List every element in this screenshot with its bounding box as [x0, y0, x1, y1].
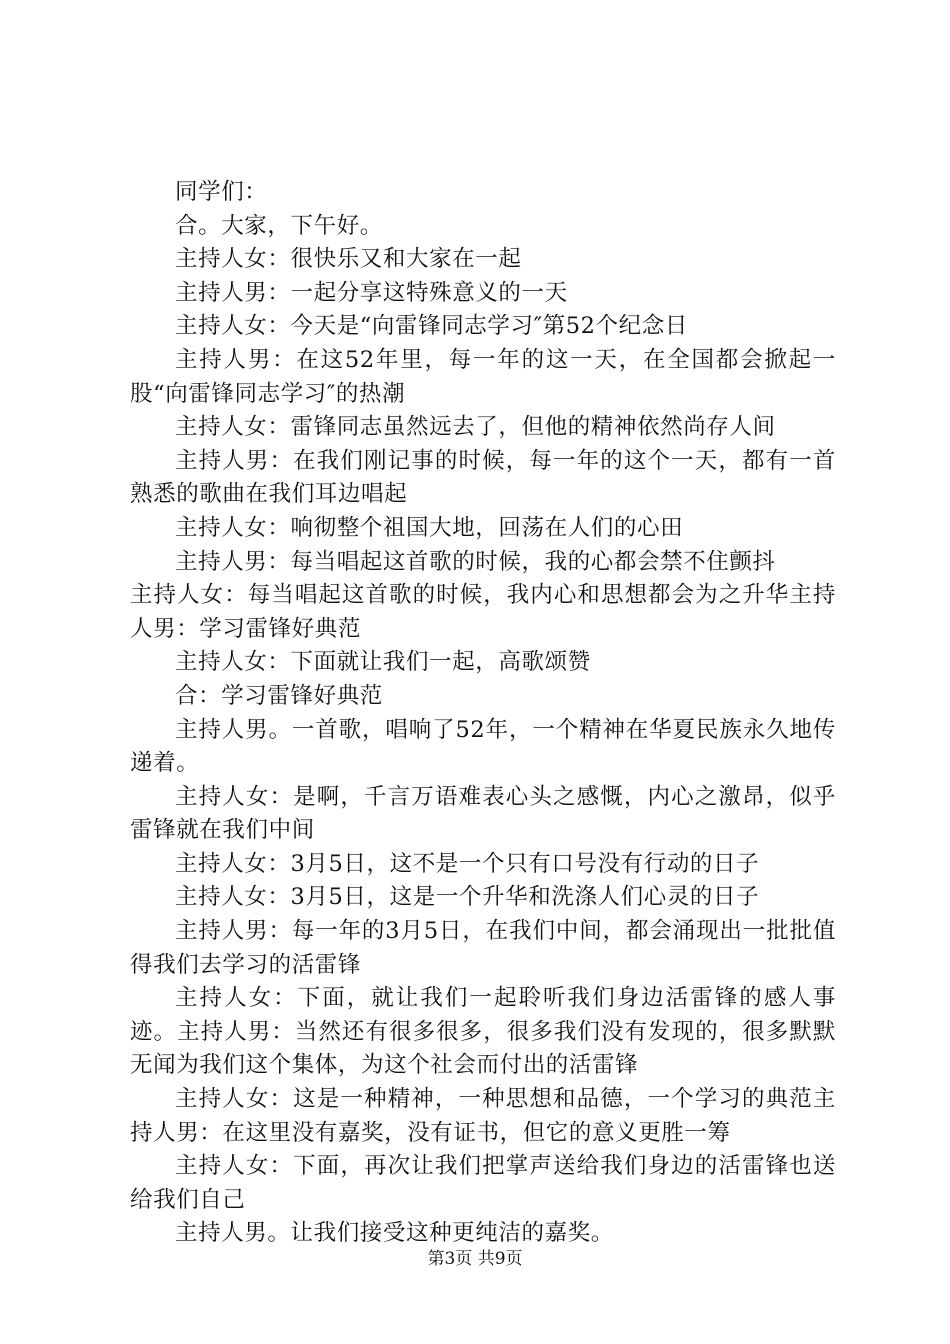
page-footer — [0, 1244, 950, 1269]
paragraph: 主持人女：这是一种精神，一种思想和品德，一个学习的典范主持人男：在这里没有嘉奖，没有证书，但它的意义更胜一筹 — [130, 1086, 836, 1146]
paragraph: 主持人男：每当唱起这首歌的时候，我的心都会禁不住颤抖 — [175, 548, 776, 575]
page-number: 第3页 共9页 — [427, 1249, 523, 1269]
paragraph: 主持人男：在我们刚记事的时候，每一年的这个一天，都有一首熟悉的歌曲在我们耳边唱起 — [130, 447, 836, 508]
paragraph: 主持人男：每一年的3月5日，在我们中间，都会涌现出一批批值得我们去学习的活雷锋 — [130, 918, 836, 978]
paragraph: 主持人女：下面，就让我们一起聆听我们身边活雷锋的感人事迹。主持人男：当然还有很多很多，很多我们没有发现的，很多默默无闻为我们这个集体，为这个社会而付出的活雷锋 — [130, 985, 836, 1079]
paragraph: 主持人女：响彻整个祖国大地，回荡在人们的心田 — [175, 514, 684, 541]
paragraph: 合。大家，下午好。 — [175, 212, 383, 239]
paragraph: 主持人女：雷锋同志虽然远去了，但他的精神依然尚存人间 — [175, 414, 776, 441]
paragraph: 主持人女：3月5日，这不是一个只有口号没有行动的日子 — [175, 850, 760, 877]
paragraph: 主持人女：今天是“向雷锋同志学习″第52个纪念日 — [175, 313, 688, 340]
paragraph: 主持人女：每当唱起这首歌的时候，我内心和思想都会为之升华主持人男：学习雷锋好典范 — [130, 582, 836, 642]
document-body — [130, 176, 836, 1251]
paragraph: 主持人女：下面就让我们一起，高歌颂赞 — [175, 649, 591, 676]
paragraph: 同学们： — [175, 179, 268, 205]
paragraph: 主持人男：在这52年里，每一年的这一天，在全国都会掀起一股“向雷锋同志学习″的热潮 — [130, 346, 836, 407]
paragraph: 主持人男。一首歌，唱响了52年，一个精神在华夏民族永久地传递着。 — [130, 716, 836, 777]
paragraph: 主持人男：一起分享这特殊意义的一天 — [175, 279, 568, 306]
paragraph: 主持人女：3月5日，这是一个升华和洗涤人们心灵的日子 — [175, 884, 760, 911]
paragraph: 主持人女：是啊，千言万语难表心头之感慨，内心之激昂，似乎雷锋就在我们中间 — [130, 783, 836, 844]
paragraph: 主持人男。让我们接受这种更纯洁的嘉奖。 — [175, 1220, 614, 1247]
paragraph: 合：学习雷锋好典范 — [175, 682, 383, 709]
paragraph: 主持人女：很快乐又和大家在一起 — [175, 246, 522, 273]
paragraph: 主持人女：下面，再次让我们把掌声送给我们身边的活雷锋也送给我们自己 — [130, 1153, 836, 1213]
